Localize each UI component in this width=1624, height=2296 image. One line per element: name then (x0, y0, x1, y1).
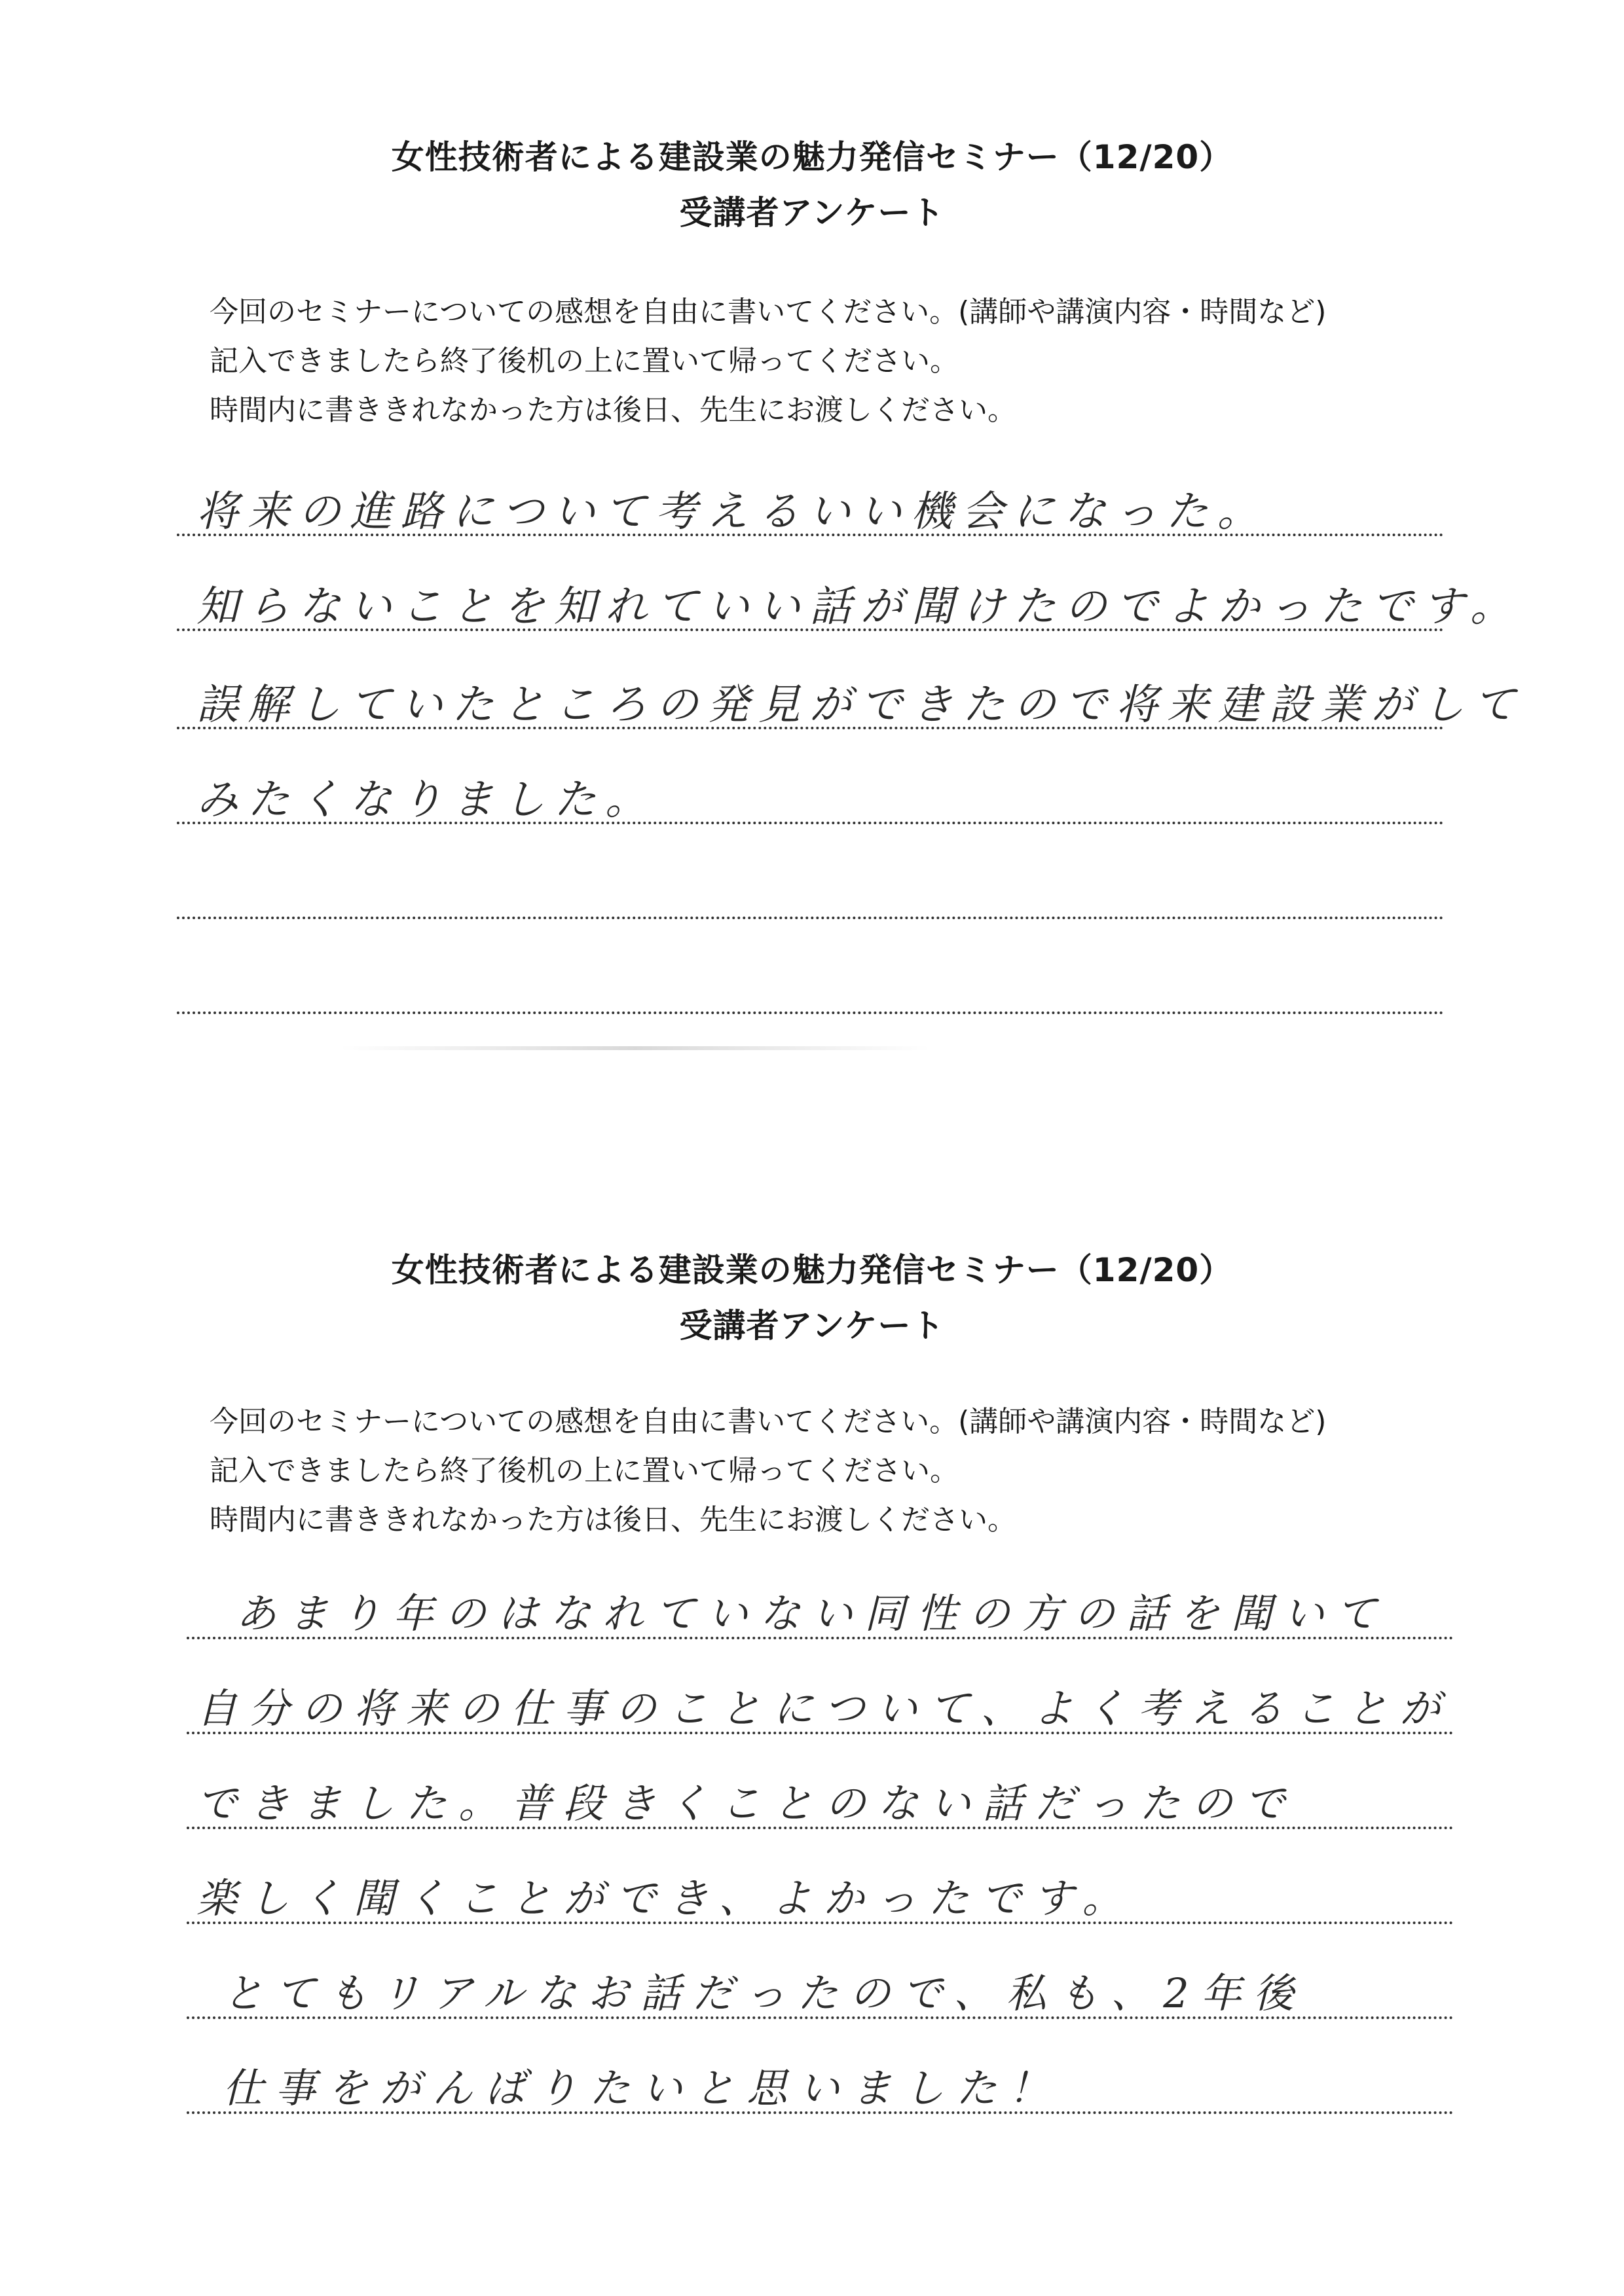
handwritten-response-line: 楽しく聞くことができ、よかったです。 (196, 1874, 1135, 1922)
handwritten-response-line: 自分の将来の仕事のことについて、よく考えることが (196, 1685, 1452, 1732)
answer-line (187, 1637, 1454, 1639)
form-title: 女性技術者による建設業の魅力発信セミナー（12/20） (391, 1251, 1233, 1289)
answer-line (187, 1827, 1454, 1829)
answer-line (177, 534, 1444, 536)
answer-line (177, 727, 1444, 729)
handwritten-response-line: できました。普段きくことのない話だったので (196, 1779, 1297, 1827)
handwritten-response-line: みたくなりました。 (196, 776, 656, 824)
form-title: 女性技術者による建設業の魅力発信セミナー（12/20） (391, 138, 1233, 176)
instruction-line: 今回のセミナーについての感想を自由に書いてください。(講師や講演内容・時間など) (210, 295, 1327, 329)
scan-artifact (341, 1046, 930, 1050)
instruction-line: 記入できましたら終了後机の上に置いて帰ってください。 (210, 344, 959, 378)
handwritten-response-line: あまり年のはなれていない同性の方の話を聞いて (236, 1590, 1389, 1637)
handwritten-response-line: 誤解していたところの発見ができたので将来建設業がして (196, 681, 1524, 729)
handwritten-response-line: 将来の進路について考えるいい機会になった。 (196, 488, 1268, 536)
instruction-line: 今回のセミナーについての感想を自由に書いてください。(講師や講演内容・時間など) (210, 1405, 1327, 1438)
form-subtitle: 受講者アンケート (679, 194, 945, 232)
handwritten-response-line: とてもリアルなお話だったので、私も、2年後 (223, 1969, 1306, 2017)
answer-line (177, 917, 1444, 919)
instruction-line: 時間内に書ききれなかった方は後日、先生にお渡しください。 (210, 1503, 1016, 1537)
answer-line (187, 1922, 1454, 1924)
answer-line (177, 629, 1444, 631)
answer-line (177, 1011, 1444, 1014)
answer-line (187, 2016, 1454, 2019)
instruction-line: 記入できましたら終了後机の上に置いて帰ってください。 (210, 1454, 959, 1487)
answer-line (187, 2111, 1454, 2114)
handwritten-response-line: 知らないことを知れていい話が聞けたのでよかったです。 (196, 583, 1521, 631)
form-subtitle: 受講者アンケート (679, 1307, 945, 1345)
answer-line (187, 1732, 1454, 1734)
instruction-line: 時間内に書ききれなかった方は後日、先生にお渡しください。 (210, 393, 1016, 427)
handwritten-response-line: 仕事をがんばりたいと思いました！ (223, 2064, 1061, 2112)
answer-line (177, 822, 1444, 824)
